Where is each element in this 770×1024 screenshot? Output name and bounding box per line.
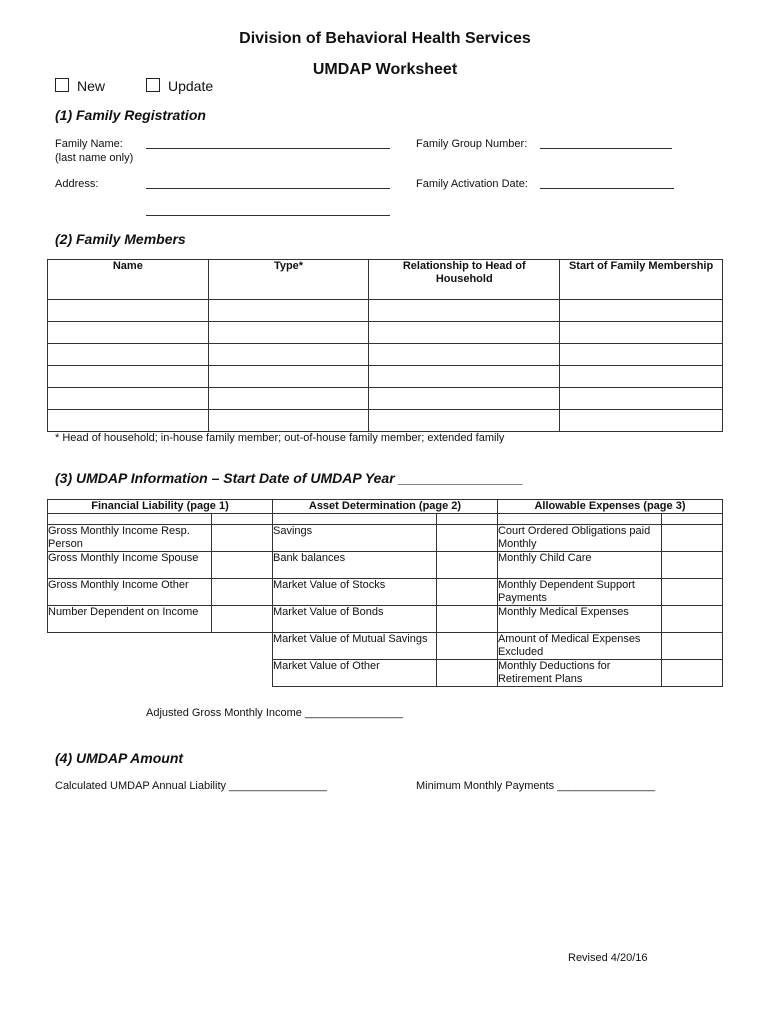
asset-label: Market Value of Mutual Savings (272, 633, 436, 660)
expense-label: Monthly Dependent Support Payments (497, 579, 661, 606)
minimum-payments[interactable]: Minimum Monthly Payments ________________ (416, 780, 656, 792)
new-label: New (77, 78, 106, 94)
asset-value[interactable] (437, 606, 498, 633)
expense-value[interactable] (662, 606, 723, 633)
expense-value[interactable] (662, 660, 723, 687)
fin-label: Gross Monthly Income Spouse (48, 552, 212, 579)
asset-value[interactable] (437, 525, 498, 552)
expense-label: Amount of Medical Expenses Excluded (497, 633, 661, 660)
fin-value[interactable] (212, 579, 273, 606)
fin-value[interactable] (212, 525, 273, 552)
table-row (48, 552, 723, 579)
umdap-amount-heading: (4) UMDAP Amount (55, 750, 184, 766)
financial-table (47, 499, 723, 687)
adjusted-gross-income[interactable]: Adjusted Gross Monthly Income ________________ (146, 707, 403, 719)
new-checkbox[interactable] (55, 78, 69, 92)
family-members-table (47, 259, 723, 432)
update-label: Update (168, 78, 214, 94)
expense-label: Monthly Child Care (497, 552, 661, 579)
activation-date-field[interactable] (540, 188, 674, 189)
col-relationship: Relationship to Head of Household (369, 260, 560, 300)
address-label: Address: (55, 178, 99, 190)
table-row (48, 579, 723, 606)
address-field-line2[interactable] (146, 215, 390, 216)
fin-label: Number Dependent on Income (48, 606, 212, 633)
table-row[interactable] (48, 366, 723, 388)
asset-value[interactable] (437, 660, 498, 687)
asset-label: Market Value of Other (272, 660, 436, 687)
expense-label: Monthly Medical Expenses (497, 606, 661, 633)
new-option[interactable] (55, 78, 105, 94)
fin-value-empty (212, 660, 273, 687)
table-row (48, 606, 723, 633)
table-row[interactable] (48, 344, 723, 366)
asset-value[interactable] (437, 579, 498, 606)
col-financial-liability: Financial Liability (page 1) (48, 500, 273, 514)
address-field-line1[interactable] (146, 188, 390, 189)
asset-value[interactable] (437, 552, 498, 579)
revised-date: Revised 4/20/16 (568, 952, 648, 964)
form-title: UMDAP Worksheet (312, 61, 458, 78)
asset-label: Savings (272, 525, 436, 552)
col-name: Name (48, 260, 209, 300)
fin-value[interactable] (212, 552, 273, 579)
update-checkbox[interactable] (146, 78, 160, 92)
family-name-label: Family Name: (55, 138, 123, 150)
table-row[interactable] (48, 322, 723, 344)
family-name-field[interactable] (146, 148, 390, 149)
table-row[interactable] (48, 300, 723, 322)
asset-label: Market Value of Stocks (272, 579, 436, 606)
expense-value[interactable] (662, 579, 723, 606)
fin-label: Gross Monthly Income Other (48, 579, 212, 606)
umdap-info-heading: (3) UMDAP Information – Start Date of UMDAP Year ________________ (55, 470, 524, 486)
table-row (48, 660, 723, 687)
fin-spacer-row (48, 514, 723, 525)
org-title: Division of Behavioral Health Services (239, 30, 531, 47)
update-option[interactable] (146, 78, 213, 94)
fin-label: Gross Monthly Income Resp. Person (48, 525, 212, 552)
family-registration-heading: (1) Family Registration (55, 107, 206, 123)
fin-header-row (48, 500, 723, 514)
table-row[interactable] (48, 388, 723, 410)
type-footnote: * Head of household; in-house family member; out-of-house family member; extended family (55, 432, 505, 444)
table-row (48, 525, 723, 552)
expense-label: Court Ordered Obligations paid Monthly (497, 525, 661, 552)
fin-value-empty (212, 633, 273, 660)
fin-label-empty (48, 660, 212, 687)
family-group-field[interactable] (540, 148, 672, 149)
expense-value[interactable] (662, 525, 723, 552)
expense-value[interactable] (662, 552, 723, 579)
col-asset-determination: Asset Determination (page 2) (272, 500, 497, 514)
fin-value[interactable] (212, 606, 273, 633)
col-allowable-expenses: Allowable Expenses (page 3) (497, 500, 722, 514)
col-type: Type* (208, 260, 369, 300)
col-start: Start of Family Membership (560, 260, 723, 300)
annual-liability[interactable]: Calculated UMDAP Annual Liability ________________ (55, 780, 327, 792)
table-header-row (48, 260, 723, 300)
expense-value[interactable] (662, 633, 723, 660)
activation-date-label: Family Activation Date: (416, 178, 528, 190)
table-row[interactable] (48, 410, 723, 432)
asset-label: Market Value of Bonds (272, 606, 436, 633)
family-members-heading: (2) Family Members (55, 231, 186, 247)
table-row (48, 633, 723, 660)
family-group-label: Family Group Number: (416, 138, 528, 150)
asset-value[interactable] (437, 633, 498, 660)
asset-label: Bank balances (272, 552, 436, 579)
family-name-sublabel: (last name only) (55, 152, 134, 164)
fin-label-empty (48, 633, 212, 660)
expense-label: Monthly Deductions for Retirement Plans (497, 660, 661, 687)
